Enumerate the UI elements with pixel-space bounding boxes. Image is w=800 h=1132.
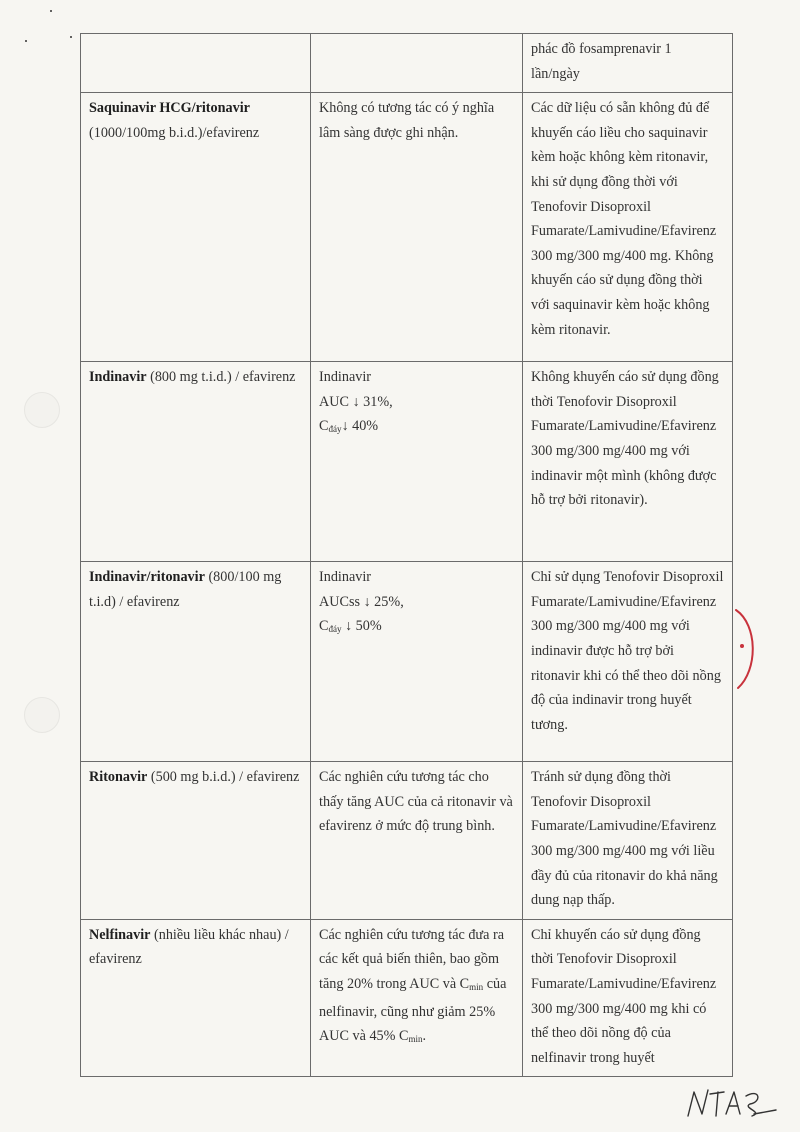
effect-c-subscript: đáy [328, 424, 342, 435]
drug-cell [81, 362, 311, 562]
recommendation-text: Chỉ sử dụng Tenofovir Disoproxil Fumarate/Lamivudine/Efavirenz 300 mg/300 mg/400 mg với indinavir được hỗ trợ bởi ritonavir khi có thể theo dõi nồng độ của indinavir trong huyết tương. [531, 569, 724, 733]
recommendation-cell [523, 34, 733, 93]
drug-name: Saquinavir HCG/ritonavir [89, 100, 250, 117]
table-row [81, 93, 733, 362]
drug-cell [81, 762, 311, 920]
drug-dose: (1000/100mg b.i.d.)/efavirenz [89, 124, 260, 141]
drug-name: Ritonavir [89, 769, 148, 786]
recommendation-text: phác đồ fosamprenavir 1 lần/ngày [531, 41, 672, 82]
effect-c-value: ↓ 40% [341, 418, 379, 435]
effect-text: Các nghiên cứu tương tác đưa ra các kết quả biến thiên, bao gồm tăng 20% trong AUC và C [319, 926, 504, 992]
speck [70, 36, 72, 38]
effect-cell [311, 562, 523, 762]
effect-text-cont: của nelfinavir, cũng như giảm 25% AUC và 45% C [319, 975, 507, 1045]
table-row [81, 562, 733, 762]
drug-interaction-table [80, 33, 733, 1077]
table-row [81, 919, 733, 1077]
recommendation-cell [523, 562, 733, 762]
table-row [81, 362, 733, 562]
drug-cell [81, 34, 311, 93]
recommendation-cell [523, 362, 733, 562]
drug-name: Nelfinavir [89, 926, 151, 943]
recommendation-text: Tránh sử dụng đồng thời Tenofovir Disoproxil Fumarate/Lamivudine/Efavirenz 300 mg/300 mg/400 mg với liều đầy đủ của ritonavir do khả năng dung nạp thấp. [531, 769, 718, 909]
recommendation-cell [523, 919, 733, 1077]
drug-name: Indinavir [89, 369, 147, 386]
effect-cell [311, 919, 523, 1077]
red-pen-mark [728, 600, 778, 700]
recommendation-cell [523, 762, 733, 920]
drug-dose: (800/100 mg t.i.d) / efavirenz [89, 569, 282, 610]
table-row [81, 762, 733, 920]
drug-cell [81, 93, 311, 362]
effect-text: Các nghiên cứu tương tác cho thấy tăng AUC của cả ritonavir và efavirenz ở mức độ trung bình. [319, 769, 513, 835]
effect-text: Không có tương tác có ý nghĩa lâm sàng được ghi nhận. [319, 100, 495, 141]
drug-name: Indinavir/ritonavir [89, 569, 205, 586]
effect-drug: Indinavir [319, 569, 372, 586]
effect-c-value: ↓ 50% [345, 618, 382, 635]
effect-cell [311, 362, 523, 562]
handwritten-signature [680, 1082, 780, 1122]
speck [25, 40, 27, 42]
effect-cell [311, 34, 523, 93]
speck [50, 10, 52, 12]
effect-cell [311, 93, 523, 362]
effect-cell [311, 762, 523, 920]
recommendation-cell [523, 93, 733, 362]
drug-dose: (nhiều liều khác nhau) / efavirenz [89, 926, 289, 968]
effect-auc: AUC ↓ 31%, [319, 393, 393, 410]
drug-dose: (800 mg t.i.d.) / efavirenz [150, 369, 296, 386]
effect-subscript: min [408, 1034, 423, 1045]
punch-hole [24, 697, 60, 733]
recommendation-text: Chỉ khuyến cáo sử dụng đồng thời Tenofovir Disoproxil Fumarate/Lamivudine/Efavirenz 300 mg/300 mg/400 mg khi có thể theo dõi nồng độ của nelfinavir trong huyết [531, 926, 717, 1066]
punch-hole [24, 392, 60, 428]
table-row [81, 34, 733, 93]
effect-subscript: min [469, 981, 484, 992]
effect-text-end: . [422, 1028, 427, 1045]
drug-cell [81, 919, 311, 1077]
effect-drug: Indinavir [319, 369, 372, 386]
effect-auc: AUCss ↓ 25%, [319, 593, 404, 610]
effect-c: C [319, 418, 329, 435]
recommendation-text: Không khuyến cáo sử dụng đồng thời Tenofovir Disoproxil Fumarate/Lamivudine/Efavirenz 300 mg/300 mg/400 mg với indinavir một mình (không được hỗ trợ bởi ritonavir). [531, 369, 719, 509]
effect-c-subscript: đáy [328, 624, 342, 635]
drug-cell [81, 562, 311, 762]
drug-dose: (500 mg b.i.d.) / efavirenz [150, 769, 300, 786]
effect-c: C [319, 618, 329, 635]
recommendation-text: Các dữ liệu có sẵn không đủ để khuyến cáo liều cho saquinavir kèm hoặc không kèm ritonavir, khi sử dụng đồng thời với Tenofovir Disoproxil Fumarate/Lamivudine/Efavirenz 300 mg/300 mg/400 mg. Không khuyến cáo sử dụng đồng thời với saquinavir kèm hoặc không kèm ritonavir. [531, 100, 717, 338]
